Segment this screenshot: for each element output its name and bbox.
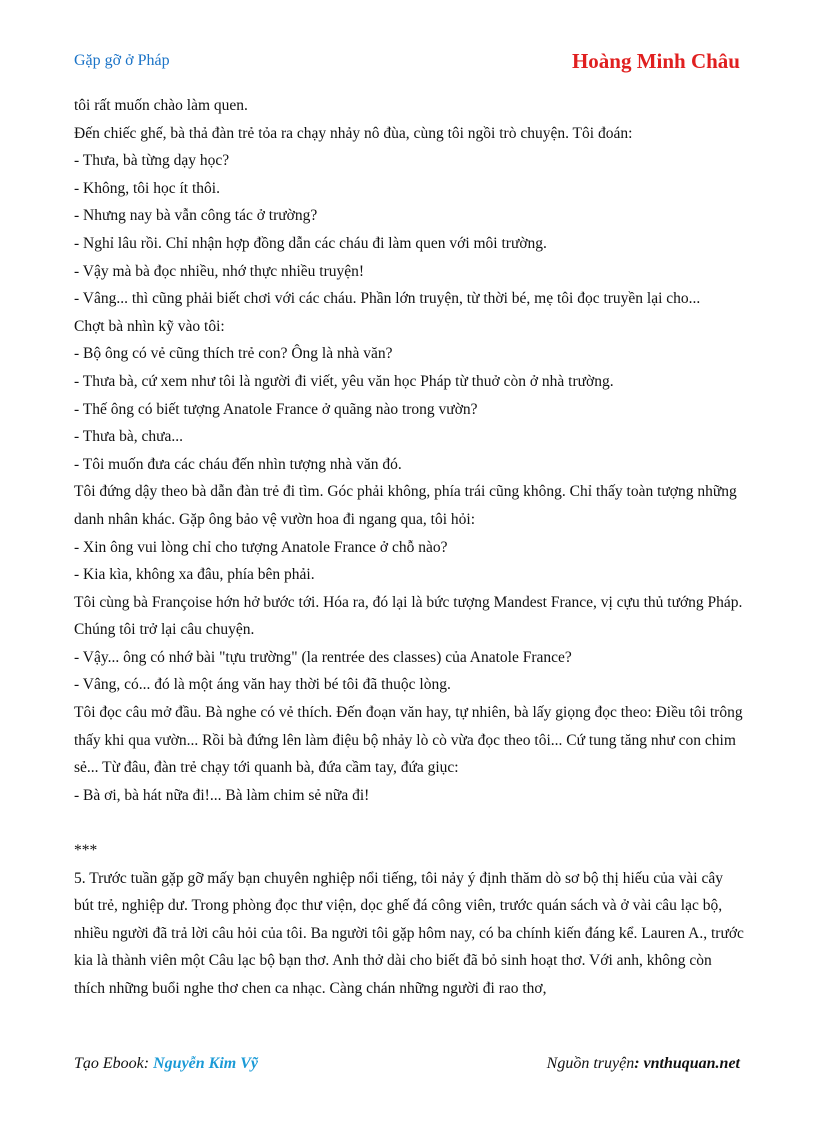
paragraph: - Vâng... thì cũng phải biết chơi với các cháu. Phần lớn truyện, từ thời bé, mẹ tôi đọc truyền lại cho... (74, 290, 701, 308)
paragraph: Đến chiếc ghế, bà thả đàn trẻ tỏa ra chạy nhảy nô đùa, cùng tôi ngồi trò chuyện. Tôi đoán: (74, 124, 633, 142)
paragraph: - Vâng, có... đó là một áng văn hay thời bé tôi đã thuộc lòng. (74, 676, 451, 694)
paragraph: - Vậy mà bà đọc nhiều, nhớ thực nhiều truyện! (74, 262, 365, 280)
footer-ebook-credit (74, 1055, 258, 1073)
paragraph: - Xin ông vui lòng chỉ cho tượng Anatole France ở chỗ nào? (74, 538, 448, 556)
footer-ebook-label: Tạo Ebook (74, 1055, 144, 1072)
paragraph: - Bà ơi, bà hát nữa đi!... Bà làm chim sẻ nữa đi! (74, 786, 370, 804)
paragraph: Chúng tôi trở lại câu chuyện. (74, 621, 255, 639)
blank-line (74, 809, 744, 837)
paragraph: - Thưa bà, cứ xem như tôi là người đi viết, yêu văn học Pháp từ thuở còn ở nhà trường. (74, 372, 614, 390)
footer-ebook-creator: Nguyễn Kim Vỹ (153, 1055, 258, 1072)
paragraph: - Thưa, bà từng dạy học? (74, 152, 230, 170)
paragraph: - Nghỉ lâu rồi. Chỉ nhận hợp đồng dẫn các cháu đi làm quen với môi trường. (74, 234, 547, 252)
paragraph: tôi rất muốn chào làm quen. (74, 97, 248, 114)
paragraph: - Tôi muốn đưa các cháu đến nhìn tượng nhà văn đó. (74, 455, 402, 473)
paragraph: - Kia kìa, không xa đâu, phía bên phải. (74, 566, 315, 584)
paragraph: 5. Trước tuần gặp gỡ mấy bạn chuyên nghiệp nổi tiếng, tôi nảy ý định thăm dò sơ bộ thị hiếu của vài cây bút trẻ, nghiệp dư. Trong phòng đọc thư viện, dọc ghế đá công viên, trước quán sách và ở vài câu lạc bộ, nhiều người đã trả lời câu hỏi của tôi. Ba người tôi gặp hôm nay, có ba chính kiến đáng kể. Lauren A., trước kia là thành viên một Câu lạc bộ bạn thơ. Anh thở dài cho biết đã bỏ sinh hoạt thơ. Với anh, không còn thích những buổi nghe thơ chen ca nhạc. Càng chán những người đi rao thơ, (74, 869, 744, 997)
footer-source-site: vnthuquan.net (643, 1055, 740, 1072)
paragraph: - Không, tôi học ít thôi. (74, 179, 220, 197)
paragraph: Tôi đứng dậy theo bà dẫn đàn trẻ đi tìm. Góc phải không, phía trái cũng không. Chỉ thấy toàn tượng những danh nhân khác. Gặp ông bảo vệ vườn hoa đi ngang qua, tôi hỏi: (74, 483, 737, 528)
paragraph: - Bộ ông có vẻ cũng thích trẻ con? Ông là nhà văn? (74, 345, 393, 363)
footer-source-label: Nguồn truyện (546, 1055, 635, 1072)
paragraph: - Nhưng nay bà vẫn công tác ở trường? (74, 207, 318, 225)
header-author: Hoàng Minh Châu (571, 49, 740, 73)
paragraph: Chợt bà nhìn kỹ vào tôi: (74, 317, 225, 335)
paragraph: Tôi đọc câu mở đầu. Bà nghe có vẻ thích. Đến đoạn văn hay, tự nhiên, bà lấy giọng đọc theo: Điều tôi trông thấy khi qua vườn... Rồi bà đứng lên làm điệu bộ nhảy lò cò vừa đọc theo tôi... Cứ tung tăng như con chim sẻ... Từ đâu, đàn trẻ chạy tới quanh bà, đứa cầm tay, đứa giục: (74, 704, 743, 777)
footer-separator: : (634, 1055, 644, 1072)
paragraph: Tôi cùng bà Françoise hớn hở bước tới. Hóa ra, đó lại là bức tượng Mandest France, vị cựu thủ tướng Pháp. (74, 593, 743, 611)
paragraph: - Thế ông có biết tượng Anatole France ở quãng nào trong vườn? (74, 400, 478, 418)
footer-separator: : (143, 1055, 154, 1072)
header-chapter-title: Gặp gỡ ở Pháp (74, 52, 170, 69)
footer-source-credit (547, 1055, 740, 1073)
paragraph: - Thưa bà, chưa... (74, 428, 184, 446)
document-body (74, 92, 744, 1003)
section-separator: *** (74, 842, 98, 860)
paragraph: - Vậy... ông có nhớ bài "tựu trường" (la rentrée des classes) của Anatole France? (74, 648, 572, 666)
